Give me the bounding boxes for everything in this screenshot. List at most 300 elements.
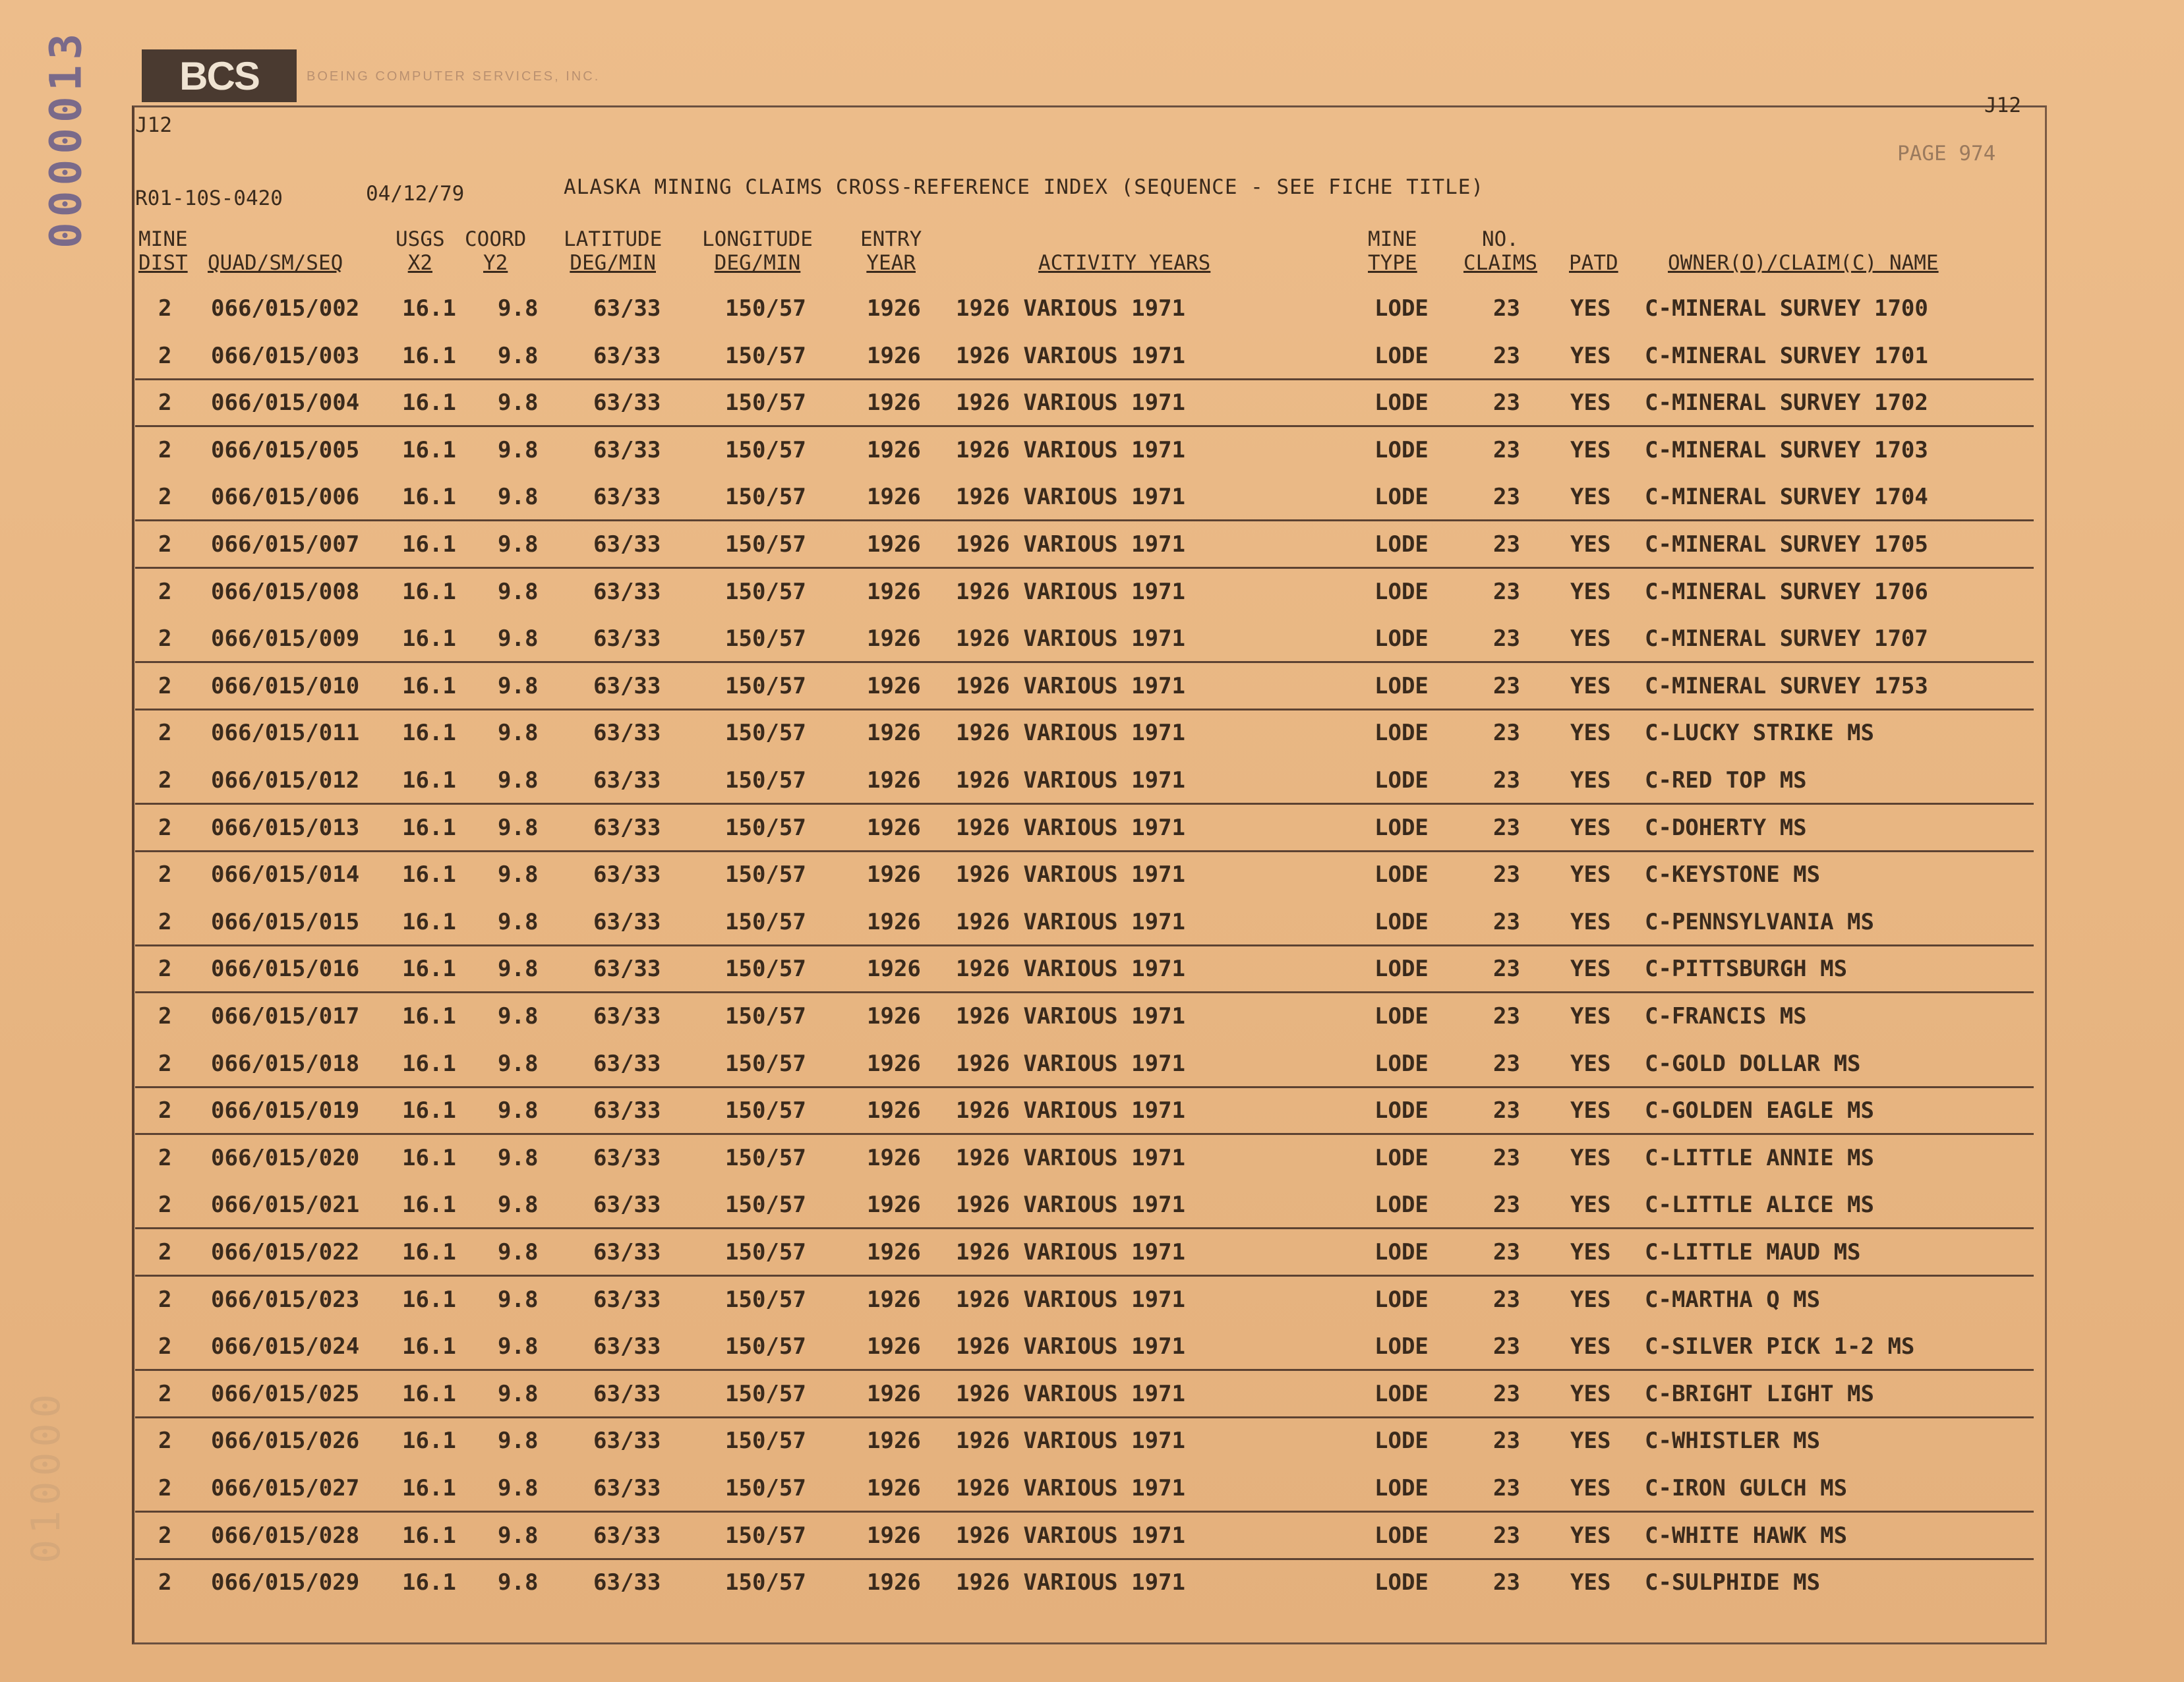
cell-dist: 2	[158, 390, 172, 417]
cell-type: LODE	[1374, 720, 1429, 747]
cell-pat: YES	[1570, 767, 1611, 794]
cell-activity: 1926 VARIOUS 1971	[956, 531, 1185, 558]
column-header-seq-line1	[208, 227, 343, 251]
cell-dist: 2	[158, 720, 172, 747]
cell-dist: 2	[158, 342, 172, 369]
cell-lon: 150/57	[725, 1239, 806, 1265]
table-row	[135, 378, 2034, 427]
cell-type: LODE	[1374, 1192, 1429, 1219]
cell-lon: 150/57	[725, 1333, 806, 1360]
table-row	[135, 850, 2034, 897]
cell-lon: 150/57	[725, 767, 806, 794]
cell-lat: 63/33	[593, 908, 661, 935]
cell-pat: YES	[1570, 1003, 1611, 1030]
cell-seq: 066/015/014	[211, 861, 360, 888]
vendor-name: BOEING COMPUTER SERVICES, INC.	[307, 69, 601, 84]
cell-pat: YES	[1570, 1333, 1611, 1360]
cell-seq: 066/015/013	[211, 814, 360, 841]
cell-name: C-BRIGHT LIGHT MS	[1645, 1380, 1874, 1407]
cell-pat: YES	[1570, 814, 1611, 841]
table-row	[135, 1511, 2034, 1560]
cell-name: C-MINERAL SURVEY 1704	[1645, 484, 1928, 511]
column-header-type-line2: TYPE	[1368, 251, 1417, 275]
cell-name: C-GOLD DOLLAR MS	[1645, 1050, 1861, 1077]
cell-seq: 066/015/004	[211, 390, 360, 417]
cell-y: 9.8	[498, 295, 539, 322]
cell-pat: YES	[1570, 1380, 1611, 1407]
cell-dist: 2	[158, 295, 172, 322]
cell-type: LODE	[1374, 1333, 1429, 1360]
cell-lat: 63/33	[593, 767, 661, 794]
cell-y: 9.8	[498, 1522, 539, 1549]
cell-lon: 150/57	[725, 436, 806, 463]
cell-lon: 150/57	[725, 1050, 806, 1077]
cell-entry: 1926	[867, 578, 921, 605]
cell-activity: 1926 VARIOUS 1971	[956, 1522, 1185, 1549]
cell-lat: 63/33	[593, 436, 661, 463]
cell-x: 16.1	[402, 1286, 456, 1313]
cell-activity: 1926 VARIOUS 1971	[956, 484, 1185, 511]
cell-lat: 63/33	[593, 1428, 661, 1455]
cell-name: C-DOHERTY MS	[1645, 814, 1807, 841]
cell-x: 16.1	[402, 1522, 456, 1549]
cell-lon: 150/57	[725, 1144, 806, 1171]
column-header-activity-line1	[1038, 227, 1210, 251]
cell-activity: 1926 VARIOUS 1971	[956, 1144, 1185, 1171]
margin-code-top: 0000013	[40, 28, 92, 249]
cell-activity: 1926 VARIOUS 1971	[956, 908, 1185, 935]
cell-entry: 1926	[867, 1192, 921, 1219]
cell-entry: 1926	[867, 861, 921, 888]
cell-y: 9.8	[498, 908, 539, 935]
cell-dist: 2	[158, 814, 172, 841]
cell-seq: 066/015/018	[211, 1050, 360, 1077]
cell-activity: 1926 VARIOUS 1971	[956, 720, 1185, 747]
column-header-entry	[860, 227, 922, 275]
cell-type: LODE	[1374, 1380, 1429, 1407]
cell-dist: 2	[158, 1003, 172, 1030]
cell-activity: 1926 VARIOUS 1971	[956, 1097, 1185, 1124]
column-header-pat-line2: PATD	[1569, 251, 1618, 275]
cell-lon: 150/57	[725, 578, 806, 605]
cell-name: C-MINERAL SURVEY 1703	[1645, 436, 1928, 463]
column-header-dist-line2: DIST	[138, 251, 188, 275]
cell-name: C-MINERAL SURVEY 1700	[1645, 295, 1928, 322]
cell-pat: YES	[1570, 484, 1611, 511]
cell-no: 23	[1493, 672, 1520, 699]
column-header-type-line1: MINE	[1368, 227, 1417, 251]
cell-no: 23	[1493, 1428, 1520, 1455]
cell-seq: 066/015/015	[211, 908, 360, 935]
cell-name: C-LUCKY STRIKE MS	[1645, 720, 1874, 747]
cell-x: 16.1	[402, 1475, 456, 1501]
column-header-no	[1463, 227, 1537, 275]
cell-name: C-RED TOP MS	[1645, 767, 1807, 794]
cell-lon: 150/57	[725, 1192, 806, 1219]
cell-no: 23	[1493, 295, 1520, 322]
cell-lat: 63/33	[593, 342, 661, 369]
cell-no: 23	[1493, 767, 1520, 794]
cell-lon: 150/57	[725, 720, 806, 747]
cell-x: 16.1	[402, 672, 456, 699]
cell-y: 9.8	[498, 720, 539, 747]
table-row	[135, 661, 2034, 710]
cell-seq: 066/015/025	[211, 1380, 360, 1407]
cell-no: 23	[1493, 720, 1520, 747]
cell-y: 9.8	[498, 1475, 539, 1501]
cell-lat: 63/33	[593, 1003, 661, 1030]
cell-type: LODE	[1374, 1522, 1429, 1549]
cell-lon: 150/57	[725, 390, 806, 417]
cell-activity: 1926 VARIOUS 1971	[956, 1569, 1185, 1596]
cell-y: 9.8	[498, 625, 539, 652]
column-header-x	[396, 227, 445, 275]
cell-entry: 1926	[867, 956, 921, 983]
column-header-type	[1368, 227, 1417, 275]
table-row	[135, 708, 2034, 755]
table-row	[135, 1557, 2034, 1605]
cell-entry: 1926	[867, 814, 921, 841]
cell-activity: 1926 VARIOUS 1971	[956, 342, 1185, 369]
cell-lon: 150/57	[725, 1475, 806, 1501]
column-header-activity	[1038, 227, 1210, 275]
cell-x: 16.1	[402, 342, 456, 369]
table-row	[135, 567, 2034, 614]
cell-no: 23	[1493, 1475, 1520, 1501]
cell-y: 9.8	[498, 956, 539, 983]
cell-pat: YES	[1570, 720, 1611, 747]
cell-no: 23	[1493, 484, 1520, 511]
cell-activity: 1926 VARIOUS 1971	[956, 625, 1185, 652]
cell-entry: 1926	[867, 1428, 921, 1455]
cell-y: 9.8	[498, 814, 539, 841]
cell-y: 9.8	[498, 1380, 539, 1407]
cell-no: 23	[1493, 814, 1520, 841]
cell-lat: 63/33	[593, 1097, 661, 1124]
cell-activity: 1926 VARIOUS 1971	[956, 1192, 1185, 1219]
cell-activity: 1926 VARIOUS 1971	[956, 1380, 1185, 1407]
cell-x: 16.1	[402, 531, 456, 558]
table-row	[135, 1321, 2034, 1371]
cell-name: C-LITTLE ALICE MS	[1645, 1192, 1874, 1219]
cell-dist: 2	[158, 1286, 172, 1313]
cell-name: C-MINERAL SURVEY 1702	[1645, 390, 1928, 417]
cell-x: 16.1	[402, 1097, 456, 1124]
cell-x: 16.1	[402, 1144, 456, 1171]
cell-y: 9.8	[498, 1050, 539, 1077]
cell-activity: 1926 VARIOUS 1971	[956, 767, 1185, 794]
column-header-name-line2: OWNER(O)/CLAIM(C) NAME	[1668, 251, 1939, 275]
cell-type: LODE	[1374, 390, 1429, 417]
column-header-no-line2: CLAIMS	[1463, 251, 1537, 275]
cell-name: C-IRON GULCH MS	[1645, 1475, 1848, 1501]
cell-x: 16.1	[402, 1192, 456, 1219]
cell-y: 9.8	[498, 484, 539, 511]
cell-activity: 1926 VARIOUS 1971	[956, 1050, 1185, 1077]
cell-entry: 1926	[867, 720, 921, 747]
cell-no: 23	[1493, 390, 1520, 417]
vendor-logo: BCS	[142, 49, 297, 102]
cell-no: 23	[1493, 908, 1520, 935]
cell-no: 23	[1493, 1050, 1520, 1077]
cell-dist: 2	[158, 1569, 172, 1596]
cell-lon: 150/57	[725, 861, 806, 888]
cell-dist: 2	[158, 1475, 172, 1501]
cell-type: LODE	[1374, 1003, 1429, 1030]
table-row	[135, 519, 2034, 569]
report-title: ALASKA MINING CLAIMS CROSS-REFERENCE INDEX (SEQUENCE - SEE FICHE TITLE)	[564, 175, 1485, 199]
cell-lat: 63/33	[593, 1333, 661, 1360]
cell-seq: 066/015/027	[211, 1475, 360, 1501]
cell-type: LODE	[1374, 1097, 1429, 1124]
cell-seq: 066/015/022	[211, 1239, 360, 1265]
table-row	[135, 1227, 2034, 1277]
cell-lon: 150/57	[725, 484, 806, 511]
cell-seq: 066/015/021	[211, 1192, 360, 1219]
cell-name: C-FRANCIS MS	[1645, 1003, 1807, 1030]
cell-seq: 066/015/003	[211, 342, 360, 369]
cell-entry: 1926	[867, 1475, 921, 1501]
cell-pat: YES	[1570, 1475, 1611, 1501]
cell-pat: YES	[1570, 1097, 1611, 1124]
cell-x: 16.1	[402, 484, 456, 511]
cell-entry: 1926	[867, 1380, 921, 1407]
cell-name: C-MINERAL SURVEY 1706	[1645, 578, 1928, 605]
cell-y: 9.8	[498, 531, 539, 558]
table-row	[135, 1086, 2034, 1135]
cell-pat: YES	[1570, 1050, 1611, 1077]
cell-dist: 2	[158, 531, 172, 558]
cell-type: LODE	[1374, 1144, 1429, 1171]
cell-activity: 1926 VARIOUS 1971	[956, 861, 1185, 888]
cell-x: 16.1	[402, 1003, 456, 1030]
cell-lon: 150/57	[725, 908, 806, 935]
cell-activity: 1926 VARIOUS 1971	[956, 672, 1185, 699]
cell-dist: 2	[158, 767, 172, 794]
cell-pat: YES	[1570, 578, 1611, 605]
cell-entry: 1926	[867, 1522, 921, 1549]
cell-no: 23	[1493, 1569, 1520, 1596]
table-row	[135, 331, 2034, 380]
cell-y: 9.8	[498, 861, 539, 888]
cell-dist: 2	[158, 1333, 172, 1360]
cell-x: 16.1	[402, 1380, 456, 1407]
cell-name: C-LITTLE MAUD MS	[1645, 1239, 1861, 1265]
cell-pat: YES	[1570, 436, 1611, 463]
cell-seq: 066/015/029	[211, 1569, 360, 1596]
cell-no: 23	[1493, 342, 1520, 369]
cell-y: 9.8	[498, 1003, 539, 1030]
cell-entry: 1926	[867, 295, 921, 322]
cell-x: 16.1	[402, 956, 456, 983]
cell-x: 16.1	[402, 1333, 456, 1360]
cell-seq: 066/015/009	[211, 625, 360, 652]
column-header-x-line2: X2	[407, 251, 432, 275]
cell-lon: 150/57	[725, 1380, 806, 1407]
cell-dist: 2	[158, 861, 172, 888]
cell-dist: 2	[158, 908, 172, 935]
cell-x: 16.1	[402, 908, 456, 935]
cell-entry: 1926	[867, 1097, 921, 1124]
cell-dist: 2	[158, 1239, 172, 1265]
cell-lat: 63/33	[593, 625, 661, 652]
cell-pat: YES	[1570, 908, 1611, 935]
cell-name: C-MINERAL SURVEY 1707	[1645, 625, 1928, 652]
cell-activity: 1926 VARIOUS 1971	[956, 1239, 1185, 1265]
cell-lon: 150/57	[725, 1428, 806, 1455]
cell-type: LODE	[1374, 1286, 1429, 1313]
cell-x: 16.1	[402, 390, 456, 417]
column-header-no-line1: NO.	[1481, 227, 1519, 251]
table-row	[135, 1369, 2034, 1418]
cell-pat: YES	[1570, 390, 1611, 417]
cell-dist: 2	[158, 1097, 172, 1124]
column-header-seq	[208, 227, 343, 275]
cell-seq: 066/015/020	[211, 1144, 360, 1171]
cell-lon: 150/57	[725, 814, 806, 841]
cell-y: 9.8	[498, 390, 539, 417]
cell-seq: 066/015/005	[211, 436, 360, 463]
cell-entry: 1926	[867, 1144, 921, 1171]
cell-activity: 1926 VARIOUS 1971	[956, 1003, 1185, 1030]
cell-y: 9.8	[498, 1569, 539, 1596]
cell-pat: YES	[1570, 1569, 1611, 1596]
cell-lat: 63/33	[593, 956, 661, 983]
cell-y: 9.8	[498, 1239, 539, 1265]
column-header-seq-line2: QUAD/SM/SEQ	[208, 251, 343, 275]
cell-y: 9.8	[498, 436, 539, 463]
cell-lat: 63/33	[593, 1569, 661, 1596]
cell-type: LODE	[1374, 531, 1429, 558]
cell-y: 9.8	[498, 672, 539, 699]
table-row	[135, 1416, 2034, 1463]
cell-y: 9.8	[498, 1144, 539, 1171]
report-tag-right: J12	[1984, 94, 2021, 117]
run-date: 04/12/79	[366, 182, 465, 206]
cell-lat: 63/33	[593, 1192, 661, 1219]
cell-entry: 1926	[867, 672, 921, 699]
cell-no: 23	[1493, 1003, 1520, 1030]
cell-no: 23	[1493, 1144, 1520, 1171]
cell-y: 9.8	[498, 342, 539, 369]
column-header-lon	[702, 227, 813, 275]
page-number: PAGE 974	[1897, 142, 1996, 165]
cell-pat: YES	[1570, 1144, 1611, 1171]
table-row	[135, 425, 2034, 473]
cell-pat: YES	[1570, 1192, 1611, 1219]
cell-y: 9.8	[498, 1428, 539, 1455]
column-header-pat-line1	[1569, 227, 1618, 251]
cell-seq: 066/015/011	[211, 720, 360, 747]
column-header-lat	[564, 227, 662, 275]
cell-no: 23	[1493, 1097, 1520, 1124]
cell-lat: 63/33	[593, 672, 661, 699]
cell-seq: 066/015/019	[211, 1097, 360, 1124]
cell-type: LODE	[1374, 767, 1429, 794]
cell-type: LODE	[1374, 295, 1429, 322]
cell-entry: 1926	[867, 1333, 921, 1360]
table-row	[135, 803, 2034, 852]
cell-x: 16.1	[402, 861, 456, 888]
table-row	[135, 944, 2034, 993]
cell-pat: YES	[1570, 1428, 1611, 1455]
cell-seq: 066/015/002	[211, 295, 360, 322]
cell-lat: 63/33	[593, 1144, 661, 1171]
cell-entry: 1926	[867, 1050, 921, 1077]
cell-name: C-MINERAL SURVEY 1753	[1645, 672, 1928, 699]
cell-dist: 2	[158, 1522, 172, 1549]
cell-entry: 1926	[867, 531, 921, 558]
cell-activity: 1926 VARIOUS 1971	[956, 295, 1185, 322]
cell-type: LODE	[1374, 956, 1429, 983]
cell-lon: 150/57	[725, 625, 806, 652]
column-header-entry-line2: YEAR	[866, 251, 916, 275]
cell-no: 23	[1493, 531, 1520, 558]
cell-seq: 066/015/010	[211, 672, 360, 699]
cell-name: C-PENNSYLVANIA MS	[1645, 908, 1874, 935]
cell-x: 16.1	[402, 295, 456, 322]
cell-type: LODE	[1374, 625, 1429, 652]
cell-dist: 2	[158, 1144, 172, 1171]
cell-no: 23	[1493, 1286, 1520, 1313]
cell-name: C-GOLDEN EAGLE MS	[1645, 1097, 1874, 1124]
cell-pat: YES	[1570, 861, 1611, 888]
cell-activity: 1926 VARIOUS 1971	[956, 1475, 1185, 1501]
cell-lon: 150/57	[725, 956, 806, 983]
table-row	[135, 991, 2034, 1039]
cell-type: LODE	[1374, 1428, 1429, 1455]
cell-pat: YES	[1570, 672, 1611, 699]
cell-seq: 066/015/026	[211, 1428, 360, 1455]
column-header-lat-line2: DEG/MIN	[570, 251, 656, 275]
cell-dist: 2	[158, 578, 172, 605]
cell-seq: 066/015/024	[211, 1333, 360, 1360]
run-id: R01-10S-0420	[135, 187, 283, 210]
cell-x: 16.1	[402, 1239, 456, 1265]
cell-lat: 63/33	[593, 1050, 661, 1077]
cell-type: LODE	[1374, 861, 1429, 888]
cell-lat: 63/33	[593, 531, 661, 558]
cell-dist: 2	[158, 1428, 172, 1455]
cell-activity: 1926 VARIOUS 1971	[956, 390, 1185, 417]
cell-type: LODE	[1374, 342, 1429, 369]
cell-activity: 1926 VARIOUS 1971	[956, 956, 1185, 983]
cell-no: 23	[1493, 956, 1520, 983]
cell-entry: 1926	[867, 436, 921, 463]
cell-name: C-SULPHIDE MS	[1645, 1569, 1821, 1596]
cell-activity: 1926 VARIOUS 1971	[956, 814, 1185, 841]
cell-type: LODE	[1374, 436, 1429, 463]
cell-pat: YES	[1570, 956, 1611, 983]
cell-entry: 1926	[867, 342, 921, 369]
cell-type: LODE	[1374, 814, 1429, 841]
cell-y: 9.8	[498, 578, 539, 605]
cell-activity: 1926 VARIOUS 1971	[956, 578, 1185, 605]
cell-name: C-MARTHA Q MS	[1645, 1286, 1821, 1313]
cell-seq: 066/015/017	[211, 1003, 360, 1030]
cell-lat: 63/33	[593, 814, 661, 841]
cell-pat: YES	[1570, 531, 1611, 558]
cell-lat: 63/33	[593, 720, 661, 747]
cell-entry: 1926	[867, 908, 921, 935]
cell-lon: 150/57	[725, 531, 806, 558]
cell-type: LODE	[1374, 908, 1429, 935]
cell-dist: 2	[158, 1380, 172, 1407]
cell-x: 16.1	[402, 814, 456, 841]
cell-x: 16.1	[402, 720, 456, 747]
column-header-y-line2: Y2	[483, 251, 508, 275]
cell-x: 16.1	[402, 1428, 456, 1455]
